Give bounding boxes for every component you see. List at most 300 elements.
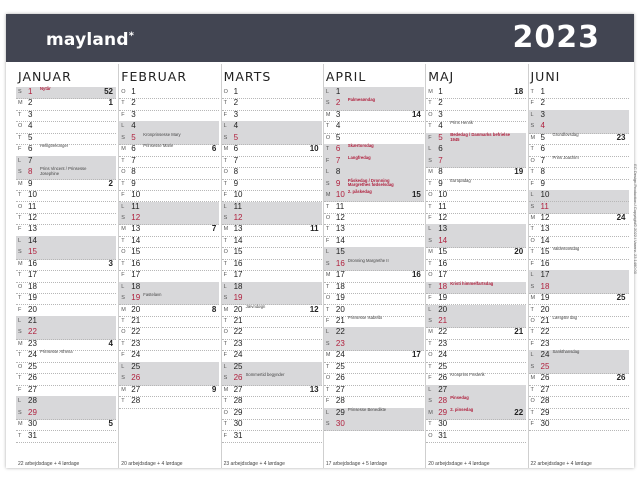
weekday-letter: T [18,375,22,382]
day-number: 5 [28,132,33,142]
day-number: 17 [540,270,550,280]
weekday-letter: S [223,375,228,382]
weekday-letter: S [121,134,125,141]
day-number: 3 [28,109,33,119]
day-number: 10 [131,190,141,200]
day-number: 19 [28,293,37,303]
day-number: 2 [28,98,33,108]
day-number: 15 [233,247,243,257]
day-label: Dronning Margrethe II [347,257,389,263]
weekday-letter: O [428,192,433,199]
weekday-letter: F [18,146,22,153]
day-label: 2. påskedag [347,189,372,195]
weekday-letter: F [530,100,534,107]
weekday-letter: F [530,260,534,267]
day-number: 29 [233,407,243,417]
day-number: 19 [131,293,141,303]
day-number: 16 [233,258,243,268]
month-footer: 22 arbejdsdage + 4 lørdage [18,461,80,467]
weekday-letter: O [18,363,23,370]
day-number: 28 [335,396,345,406]
day-number: 15 [131,247,141,257]
weekday-letter: L [121,203,125,210]
weekday-letter: T [121,398,125,405]
weekday-letter: T [18,111,22,118]
day-number: 2 [131,98,136,108]
day-number: 29 [540,407,550,417]
day-number: 13 [540,224,550,234]
weekday-letter: T [223,180,227,187]
weekday-letter: M [530,375,536,382]
weekday-letter: O [428,352,433,359]
day-label: Påskedag / Dronning Margrethes fødselsdag [347,177,394,188]
copyright-note: EC Design Production / Copyright© 2022 / Varenr. 23 1460 00 [633,164,638,274]
day-number: 15 [335,247,345,257]
day-label: Kronprins Frederik [450,372,485,378]
day-number: 15 [540,247,550,257]
week-number: 4 [108,338,113,348]
week-number: 23 [616,132,626,142]
weekday-letter: T [325,363,330,370]
weekday-letter: S [428,237,432,244]
day-number: 5 [233,132,239,142]
month-column [221,64,322,468]
weekday-letter: F [325,398,330,405]
day-number: 3 [438,109,443,119]
day-label: Grundlovsdag [552,131,579,137]
day-number: 15 [438,247,448,257]
day-number: 20 [233,304,243,314]
day-number: 20 [28,304,37,314]
weekday-letter: L [428,146,432,153]
weekday-letter: T [18,352,22,359]
day-number: 26 [233,373,243,383]
week-number: 11 [310,224,319,234]
week-number: 12 [309,304,319,314]
day-number: 12 [131,212,141,222]
weekday-letter: S [121,214,125,221]
day-number: 27 [540,384,550,394]
day-number: 26 [335,373,345,383]
day-number: 17 [438,270,448,280]
day-number: 10 [438,190,448,200]
day-number: 24 [131,350,141,360]
day-number: 25 [131,361,141,371]
day-number: 8 [335,167,341,177]
weekday-letter: T [325,123,330,130]
day-number: 27 [131,384,141,394]
day-label: Kronprinsesse Mary [143,131,181,137]
day-number: 30 [438,419,448,429]
weekday-letter: T [325,146,330,153]
weekday-letter: F [18,386,22,393]
day-number: 22 [28,327,37,337]
weekday-letter: M [18,340,23,347]
weekday-letter: O [18,203,23,210]
day-number: 12 [540,212,550,222]
day-number: 30 [233,419,243,429]
weekday-letter: T [121,100,125,107]
weekday-letter: T [18,432,22,439]
day-number: 9 [28,178,33,188]
day-number: 17 [28,270,37,280]
weekday-letter: T [325,306,330,313]
day-number: 28 [540,396,550,406]
weekday-letter: T [428,203,432,210]
day-number: 29 [335,407,345,417]
weekday-letter: M [325,272,331,279]
day-label: Valdemarsdag [552,246,580,252]
weekday-letter: L [530,192,534,199]
day-number: 2 [540,98,545,108]
weekday-letter: M [428,169,433,176]
weekday-letter: M [121,226,126,233]
day-number: 2 [438,98,443,108]
weekday-letter: F [223,192,227,199]
weekday-letter: F [428,214,432,221]
day-number: 8 [131,167,136,177]
day-number: 3 [131,109,136,119]
day-number: 28 [28,396,37,406]
weekday-letter: S [530,283,535,290]
day-number: 2 [335,98,341,108]
day-number: 23 [28,338,37,348]
weekday-letter: M [121,306,126,313]
month-name: MAJ [428,69,455,84]
day-label: Prinsesse Athena [40,349,73,355]
week-number: 20 [514,247,524,257]
weekday-letter: L [325,89,329,95]
weekday-letter: O [530,398,535,405]
weekday-letter: O [223,249,228,256]
weekday-letter: O [223,409,228,416]
day-number: 11 [131,201,140,211]
weekday-letter: O [325,134,331,141]
day-number: 10 [335,190,345,200]
day-number: 24 [438,350,448,360]
day-number: 31 [28,430,37,440]
weekday-letter: M [223,226,229,233]
day-number: 7 [233,155,239,165]
day-label: Bededag / Danmarks befrielse 1945 [450,131,511,142]
day-number: 16 [438,258,448,268]
weekday-letter: M [428,249,433,256]
day-number: 27 [28,384,37,394]
weekday-letter: L [121,123,125,130]
weekday-letter: S [18,329,22,336]
day-number: 18 [28,281,37,291]
day-label: Skærtorsdag [347,143,374,149]
day-row [529,419,629,431]
weekday-letter: T [428,421,432,428]
weekday-letter: T [223,157,227,164]
weekday-letter: T [530,226,534,233]
week-number: 6 [211,144,217,154]
month-footer: 22 arbejdsdage + 4 lørdage [530,461,592,467]
day-number: 9 [131,178,136,188]
day-number: 20 [540,304,550,314]
day-number: 26 [438,373,448,383]
weekday-letter: S [223,214,228,221]
week-number: 15 [411,190,421,200]
day-number: 6 [28,144,33,154]
day-label: Kristi himmelfartsdag [450,280,494,286]
weekday-letter: L [121,363,125,370]
day-row [426,431,526,443]
weekday-letter: S [428,157,432,164]
week-number: 52 [104,87,113,96]
day-number: 22 [540,327,550,337]
day-number: 14 [28,235,37,245]
day-number: 9 [335,178,341,188]
month-column [323,64,424,468]
weekday-letter: L [325,409,329,416]
weekday-letter: F [530,421,534,428]
day-number: 8 [438,167,443,177]
day-number: 24 [335,350,345,360]
weekday-letter: F [428,295,432,302]
brand-logo: mayland* [46,30,135,50]
day-number: 25 [335,361,345,371]
weekday-letter: T [121,318,125,324]
day-number: 1 [438,87,443,96]
day-number: 31 [233,430,243,440]
day-number: 26 [28,373,37,383]
weekday-letter: L [530,272,534,279]
day-number: 21 [540,316,550,325]
day-number: 25 [438,361,448,371]
month-name: MARTS [223,69,272,84]
day-number: 5 [540,132,545,142]
weekday-letter: O [121,169,126,176]
weekday-letter: T [530,146,534,153]
weekday-letter: S [121,295,125,302]
day-number: 24 [28,350,37,360]
day-number: 11 [28,201,37,211]
weekday-letter: O [428,111,433,118]
day-number: 21 [438,316,448,325]
weekday-letter: F [325,318,330,324]
day-number: 23 [438,338,448,348]
day-number: 11 [233,201,242,211]
day-number: 3 [233,109,239,119]
week-number: 13 [309,384,319,394]
weekday-letter: T [121,260,125,267]
day-number: 5 [335,132,341,142]
weekday-letter: T [18,272,22,279]
weekday-letter: L [530,111,534,118]
day-label: Sankthansdag [552,349,580,355]
day-number: 14 [131,235,141,245]
weekday-letter: M [325,111,331,118]
month-footer: 23 arbejdsdage + 4 lørdage [223,461,285,467]
day-number: 1 [540,87,545,96]
weekday-letter: O [530,157,535,164]
day-number: 20 [438,304,448,314]
day-label: Prinsesse Marie [143,143,174,149]
week-number: 18 [514,87,524,96]
weekday-letter: O [18,123,23,130]
day-number: 10 [28,190,37,200]
week-number: 25 [616,293,626,303]
week-number: 8 [211,304,217,314]
weekday-letter: L [325,249,329,256]
day-number: 23 [233,338,243,348]
weekday-letter: T [121,180,125,187]
weekday-letter: T [530,249,534,256]
day-label: Prins Joachim [552,154,579,160]
week-number: 26 [616,373,626,383]
day-number: 23 [335,338,345,348]
month-name: APRIL [325,69,367,84]
day-label: Prins Vincent / Prinsesse Josephine [40,166,87,176]
day-number: 3 [540,109,545,119]
day-label: Jævndøgn [245,303,266,309]
weekday-letter: S [18,89,22,95]
weekday-letter: S [325,100,330,107]
weekday-letter: S [325,421,330,428]
weekday-letter: F [121,352,125,359]
weekday-letter: L [223,283,227,290]
weekday-letter: T [428,260,432,267]
weekday-letter: T [325,226,330,233]
weekday-letter: M [223,306,229,313]
day-row [222,431,322,443]
weekday-letter: L [18,398,22,405]
day-number: 31 [438,430,448,440]
weekday-letter: O [121,329,126,336]
weekday-letter: O [325,295,331,302]
weekday-letter: S [18,249,22,256]
day-number: 11 [540,201,549,211]
day-number: 9 [233,178,239,188]
day-number: 29 [438,407,448,417]
day-number: 4 [540,121,545,131]
weekday-letter: L [530,352,534,359]
weekday-letter: O [121,249,126,256]
day-number: 28 [438,396,448,406]
weekday-letter: T [121,340,125,347]
weekday-letter: T [530,329,534,336]
weekday-letter: S [325,180,330,187]
weekday-letter: T [530,306,534,313]
day-label: Prins Henrik [450,120,473,126]
weekday-letter: T [428,123,432,130]
weekday-letter: T [18,295,22,302]
weekday-letter: T [18,192,22,199]
day-number: 24 [233,350,243,360]
weekday-letter: T [530,386,534,393]
weekday-letter: L [428,386,432,393]
month-column [528,64,629,468]
day-number: 7 [438,155,443,165]
day-number: 8 [233,167,239,177]
day-number: 1 [335,87,341,96]
weekday-letter: L [325,329,329,336]
weekday-letter: S [530,203,535,210]
day-number: 16 [540,258,550,268]
week-number: 5 [108,419,113,429]
day-number: 7 [131,155,136,165]
weekday-letter: M [530,214,536,221]
day-number: 11 [438,201,447,211]
weekday-letter: T [18,134,22,141]
weekday-letter: S [223,295,228,302]
day-number: 7 [540,155,545,165]
day-number: 13 [233,224,243,234]
day-number: 12 [28,212,37,222]
day-row [324,419,424,431]
day-number: 20 [335,304,345,314]
weekday-letter: T [428,180,432,187]
weekday-letter: S [530,363,535,370]
weekday-letter: F [530,180,534,187]
day-number: 19 [335,293,345,303]
calendar-year: 2023 [512,20,600,55]
day-number: 22 [233,327,243,337]
week-number: 22 [514,407,524,417]
day-number: 10 [540,190,550,200]
weekday-letter: L [223,363,227,370]
day-number: 18 [131,281,141,291]
week-number: 17 [411,350,421,360]
weekday-letter: F [428,375,432,382]
weekday-letter: O [428,272,433,279]
week-number: 21 [514,327,524,337]
weekday-letter: F [18,226,22,233]
weekday-letter: O [121,89,126,95]
weekday-letter: S [325,260,330,267]
day-number: 6 [438,144,443,154]
week-number: 9 [211,384,217,394]
week-number: 2 [108,178,113,188]
weekday-letter: L [18,318,22,324]
day-number: 1 [233,87,239,96]
day-number: 5 [438,132,443,142]
day-number: 30 [28,419,37,429]
weekday-letter: O [530,318,535,324]
day-number: 18 [335,281,345,291]
day-number: 21 [131,316,141,325]
weekday-letter: M [121,146,126,153]
weekday-letter: L [428,226,432,233]
week-number: 24 [616,212,626,222]
day-number: 1 [131,87,136,96]
week-number: 3 [108,258,113,268]
day-number: 17 [131,270,141,280]
day-number: 10 [233,190,243,200]
weekday-letter: O [18,283,23,290]
day-number: 8 [540,167,545,177]
day-number: 7 [335,155,341,165]
day-number: 21 [28,316,37,325]
month-column [118,64,219,468]
weekday-letter: O [223,169,228,176]
weekday-letter: L [428,306,432,313]
weekday-letter: T [223,100,227,107]
day-number: 6 [233,144,239,154]
day-number: 13 [28,224,37,234]
week-number: 10 [309,144,319,154]
weekday-letter: T [325,386,330,393]
day-number: 4 [335,121,341,131]
day-number: 12 [335,212,345,222]
day-label: Sommertid begynder [245,372,285,378]
weekday-letter: S [428,398,432,405]
day-number: 3 [335,109,341,119]
weekday-letter: F [223,432,227,439]
day-number: 6 [335,144,341,154]
